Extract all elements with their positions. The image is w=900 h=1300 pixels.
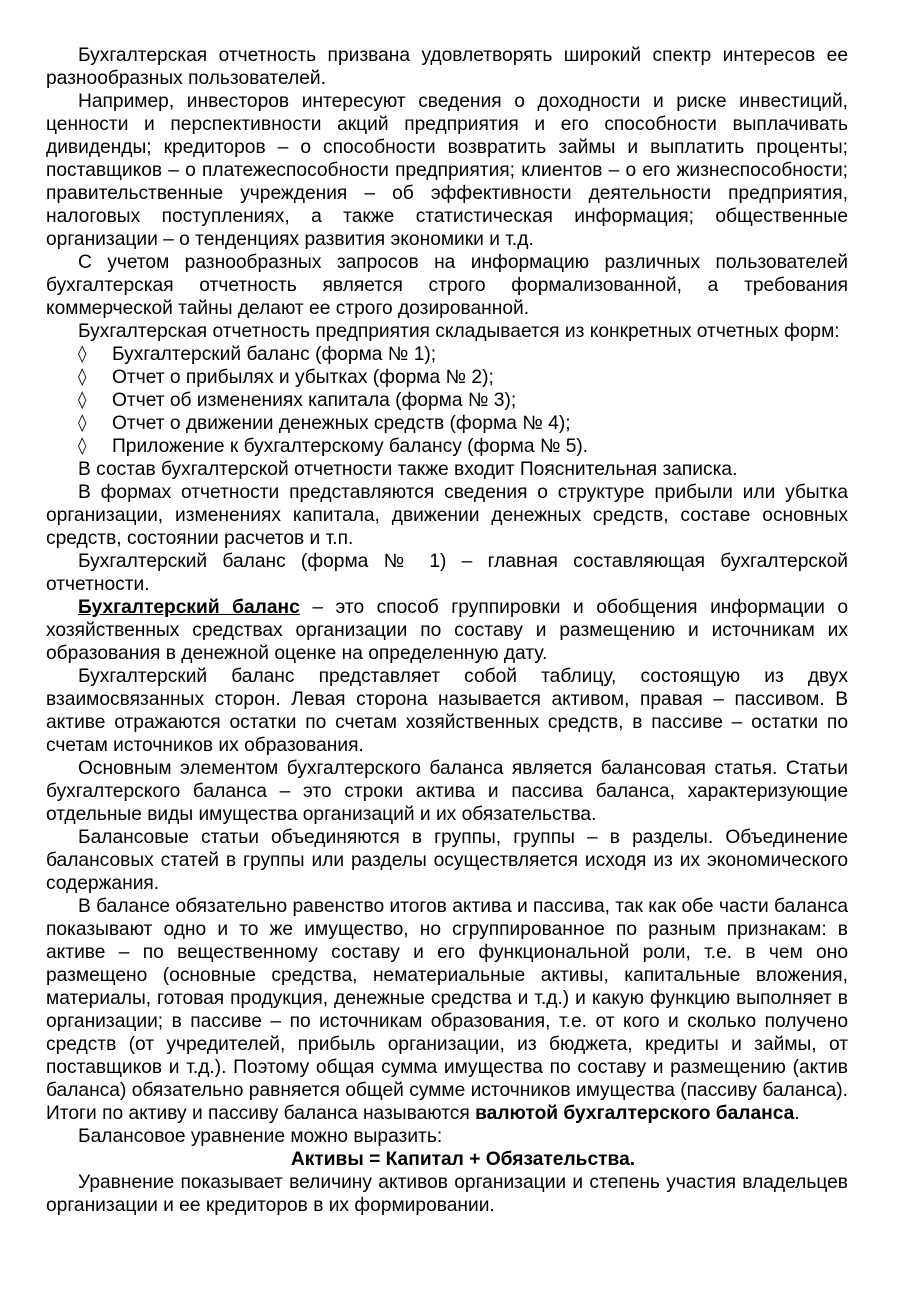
paragraph-balance-article: Основным элементом бухгалтерского баланса является балансовая статья. Статьи бухгалтерского баланса – это строки актива и пассива баланса, характеризующие отдельные виды имущества организаций и их обязательства. [46, 758, 848, 825]
diamond-bullet-icon: ◊ [78, 413, 87, 433]
paragraph-equality [46, 895, 848, 1125]
list-item [46, 343, 848, 366]
forms-list [46, 343, 848, 458]
equality-end: . [794, 1103, 800, 1124]
equality-text: В балансе обязательно равенство итогов актива и пассива, так как обе части баланса показывают одно и то же имущество, но сгруппированное по разным признакам: в активе – по вещественному составу и его функциональной роли, т.е. в чем оно размещено (основные средства, нематериальные активы, капитальные вложения, материалы, готовая продукция, денежные средства и т.д.) и какую функцию выполняет в организации; в пассиве – по источникам образования, т.е. от кого и сколько получено средств (от учредителей, прибыль организации, из бюджета, кредиты и займы, от поставщиков и т.д.). Поэтому общая сумма имущества по составу и размещению (актив баланса) обязательно равняется общей сумме источников имущества (пассиву баланса). Итоги по активу и пассиву баланса называются [46, 896, 848, 1124]
list-item-text: Отчет о прибылях и убытках (форма № 2); [112, 367, 494, 388]
list-item [46, 389, 848, 412]
paragraph-intro: Бухгалтерская отчетность призвана удовлетворять широкий спектр интересов ее разнообразных пользователей. [46, 45, 848, 89]
paragraph-balance-table: Бухгалтерский баланс представляет собой таблицу, состоящую из двух взаимосвязанных сторон. Левая сторона называется активом, правая – пассивом. В активе отражаются остатки по счетам хозяйственных средств, в пассиве – остатки по счетам источников их образования. [46, 666, 848, 756]
paragraph-balance-definition [46, 596, 848, 665]
diamond-bullet-icon: ◊ [78, 390, 87, 410]
list-item-text: Отчет об изменениях капитала (форма № 3); [112, 390, 517, 411]
list-item-text: Бухгалтерский баланс (форма № 1); [112, 344, 437, 365]
list-item [46, 412, 848, 435]
diamond-bullet-icon: ◊ [78, 436, 87, 456]
paragraph-equation-meaning: Уравнение показывает величину активов организации и степень участия владельцев организации и ее кредиторов в их формировании. [46, 1172, 848, 1216]
list-item-text: Отчет о движении денежных средств (форма № 4); [112, 413, 571, 434]
list-item [46, 435, 848, 458]
diamond-bullet-icon: ◊ [78, 344, 87, 364]
paragraph-users-interests: Например, инвесторов интересуют сведения о доходности и риске инвестиций, ценности и перспективности акций предприятия и его способности выплачивать дивиденды; кредиторов – о способности возвратить займы и выплатить проценты; поставщиков – о платежеспособности предприятия; клиентов – о его жизнеспособности; правительственные учреждения – об эффективности деятельности предприятия, налоговых поступлениях, а также статистическая информация; общественные организации – о тенденциях развития экономики и т.д. [46, 91, 848, 250]
paragraph-explanatory-note: В состав бухгалтерской отчетности также входит Пояснительная записка. [78, 459, 738, 480]
term-balance-sheet: Бухгалтерский баланс [78, 597, 300, 618]
list-item [46, 366, 848, 389]
paragraph-groups-sections: Балансовые статьи объединяются в группы, группы – в разделы. Объединение балансовых статей в группы или разделы осуществляется исходя из их экономического содержания. [46, 827, 848, 894]
definition-text: – это способ группировки и обобщения информации о хозяйственных средствах организации по составу и размещению и источникам их образования в денежной оценке на определенную дату. [46, 597, 848, 664]
diamond-bullet-icon: ◊ [78, 367, 87, 387]
term-balance-currency: валютой бухгалтерского баланса [475, 1103, 795, 1124]
paragraph-formalization: С учетом разнообразных запросов на информацию различных пользователей бухгалтерская отчетность является строго формализованной, а требования коммерческой тайны делают ее строго дозированной. [46, 252, 848, 319]
paragraph-forms-intro: Бухгалтерская отчетность предприятия складывается из конкретных отчетных форм: [78, 321, 840, 342]
list-item-text: Приложение к бухгалтерскому балансу (форма № 5). [112, 436, 589, 457]
paragraph-equation-intro: Балансовое уравнение можно выразить: [78, 1126, 443, 1147]
paragraph-balance-main: Бухгалтерский баланс (форма № 1) – главная составляющая бухгалтерской отчетности. [46, 551, 848, 595]
paragraph-forms-content: В формах отчетности представляются сведения о структуре прибыли или убытка организации, изменениях капитала, движении денежных средств, составе основных средств, состоянии расчетов и т.п. [46, 482, 848, 549]
balance-equation: Активы = Капитал + Обязательства. [290, 1149, 636, 1170]
